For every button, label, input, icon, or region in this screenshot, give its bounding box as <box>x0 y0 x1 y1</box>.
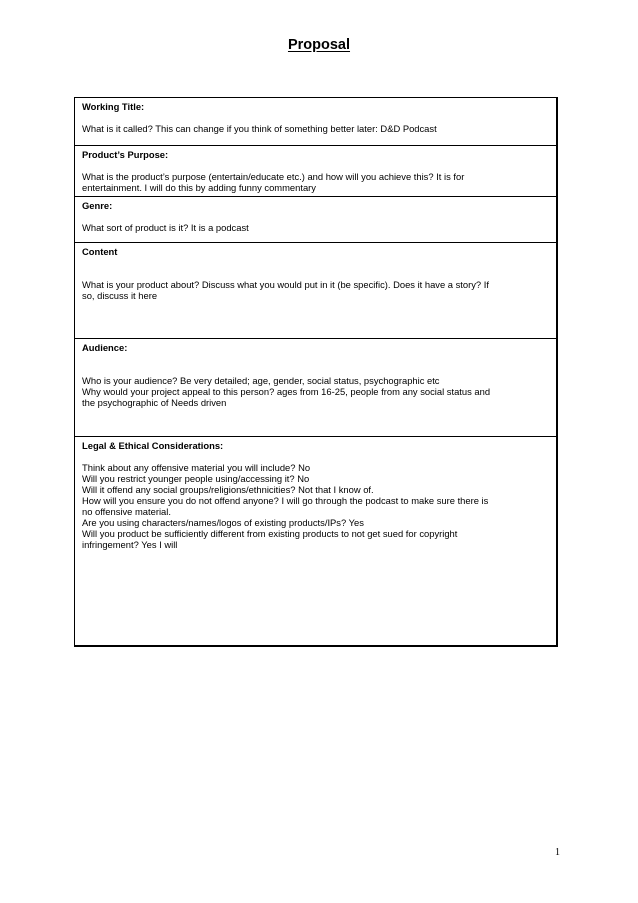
page-title: Proposal <box>287 37 351 53</box>
genre-label: Genre: <box>82 200 113 211</box>
purpose-label: Product’s Purpose: <box>82 149 169 160</box>
legal-ethical-label: Legal & Ethical Considerations: <box>82 440 224 451</box>
genre-text: What sort of product is it? It is a podcast <box>82 222 249 233</box>
legal-text-line-6: Are you using characters/names/logos of existing products/IPs? Yes <box>82 517 364 528</box>
purpose-section <box>75 145 556 196</box>
working-title-label: Working Title: <box>82 101 145 112</box>
working-title-section <box>75 98 556 145</box>
legal-text-line-2: Will you restrict younger people using/accessing it? No <box>82 473 310 484</box>
audience-label: Audience: <box>82 342 128 353</box>
content-text-line-1: What is your product about? Discuss what you would put in it (be specific). Does it have a story? If <box>82 279 489 290</box>
content-text-line-2: so, discuss it here <box>82 290 158 301</box>
proposal-form-table <box>74 97 558 647</box>
purpose-text-line-1: What is the product’s purpose (entertain/educate etc.) and how will you achieve this? It is for <box>82 171 465 182</box>
legal-ethical-section <box>75 436 556 645</box>
genre-section <box>75 196 556 242</box>
page-number: 1 <box>555 847 560 858</box>
content-section <box>75 242 556 338</box>
legal-text-line-7: Will you product be sufficiently different from existing products to not get sued for copyright <box>82 528 458 539</box>
legal-text-line-8: infringement? Yes I will <box>82 539 178 550</box>
legal-text-line-4: How will you ensure you do not offend anyone? I will go through the podcast to make sure there is <box>82 495 489 506</box>
audience-section <box>75 338 556 436</box>
legal-text-line-5: no offensive material. <box>82 506 171 517</box>
content-label: Content <box>82 246 118 257</box>
purpose-text-line-2: entertainment. I will do this by adding funny commentary <box>82 182 316 193</box>
audience-text-line-3: the psychographic of Needs driven <box>82 397 227 408</box>
legal-text-line-1: Think about any offensive material you will include? No <box>82 462 311 473</box>
working-title-text: What is it called? This can change if you think of something better later: D&D Podcast <box>82 123 437 134</box>
audience-text-line-2: Why would your project appeal to this person? ages from 16-25, people from any social status and <box>82 386 491 397</box>
legal-text-line-3: Will it offend any social groups/religions/ethnicities? Not that I know of. <box>82 484 374 495</box>
audience-text-line-1: Who is your audience? Be very detailed; age, gender, social status, psychographic etc <box>82 375 440 386</box>
